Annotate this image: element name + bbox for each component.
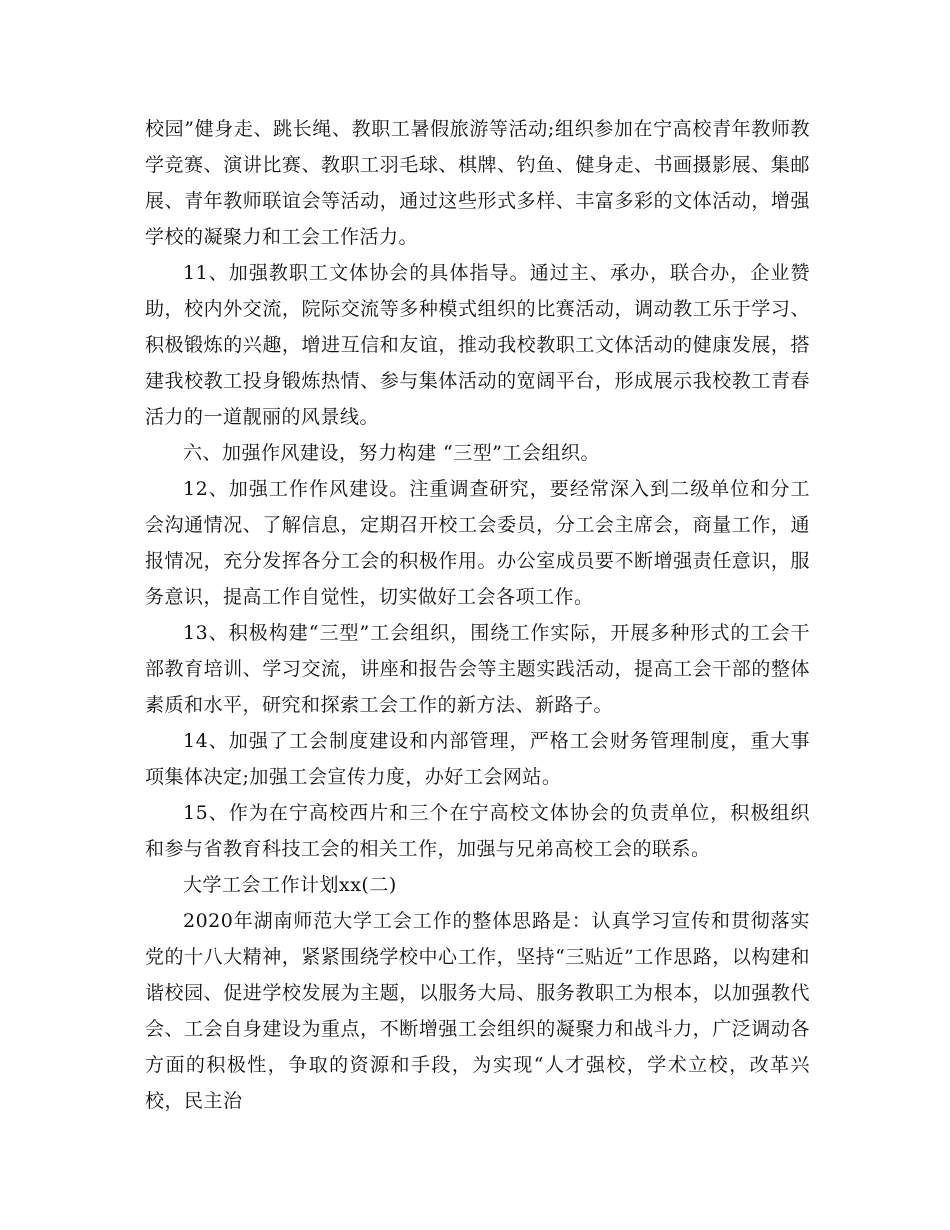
paragraph-item-13: 13、积极构建“三型”工会组织，围绕工作实际，开展多种形式的工会干部教育培训、学习交流，讲座和报告会等主题实践活动，提高工会干部的整体素质和水平，研究和探索工会工作的新方法、新路子。 xyxy=(145,622,810,716)
paragraph-item-15: 15、作为在宁高校西片和三个在宁高校文体协会的负责单位，积极组织和参与省教育科技工会的相关工作，加强与兄弟高校工会的联系。 xyxy=(145,802,810,860)
document-body xyxy=(145,111,810,1119)
paragraph-item-14: 14、加强了工会制度建设和内部管理，严格工会财务管理制度，重大事项集体决定;加强工会宣传力度，办好工会网站。 xyxy=(145,730,810,788)
paragraph-item-11: 11、加强教职工文体协会的具体指导。通过主、承办，联合办，企业赞助，校内外交流，院际交流等多种模式组织的比赛活动，调动教工乐于学习、积极锻炼的兴趣，增进互信和友谊，推动我校教职工文体活动的健康发展，搭建我校教工投身锻炼热情、参与集体活动的宽阔平台，形成展示我校教工青春活力的一道靓丽的风景线。 xyxy=(145,262,810,428)
paragraph-item-12: 12、加强工作作风建设。注重调查研究，要经常深入到二级单位和分工会沟通情况、了解信息，定期召开校工会委员，分工会主席会，商量工作，通报情况，充分发挥各分工会的积极作用。办公室成员要不断增强责任意识，服务意识，提高工作自觉性，切实做好工会各项工作。 xyxy=(145,478,810,608)
document-subtitle: 大学工会工作计划xx(二) xyxy=(183,874,397,896)
paragraph-overview: 2020年湖南师范大学工会工作的整体思路是：认真学习宣传和贯彻落实党的十八大精神，紧紧围绕学校中心工作，坚持“三贴近”工作思路，以构建和谐校园、促进学校发展为主题，以服务大局、服务教职工为根本，以加强教代会、工会自身建设为重点，不断增强工会组织的凝聚力和战斗力，广泛调动各方面的积极性，争取的资源和手段，为实现“人才强校，学术立校，改革兴校，民主治 xyxy=(145,910,810,1112)
section-heading-6: 六、加强作风建设，努力构建 “三型”工会组织。 xyxy=(183,442,600,464)
paragraph-continuation: 校园”健身走、跳长绳、教职工暑假旅游等活动;组织参加在宁高校青年教师教学竞赛、演讲比赛、教职工羽毛球、棋牌、钓鱼、健身走、书画摄影展、集邮展、青年教师联谊会等活动，通过这些形式多样、丰富多彩的文体活动，增强学校的凝聚力和工会工作活力。 xyxy=(145,118,810,248)
